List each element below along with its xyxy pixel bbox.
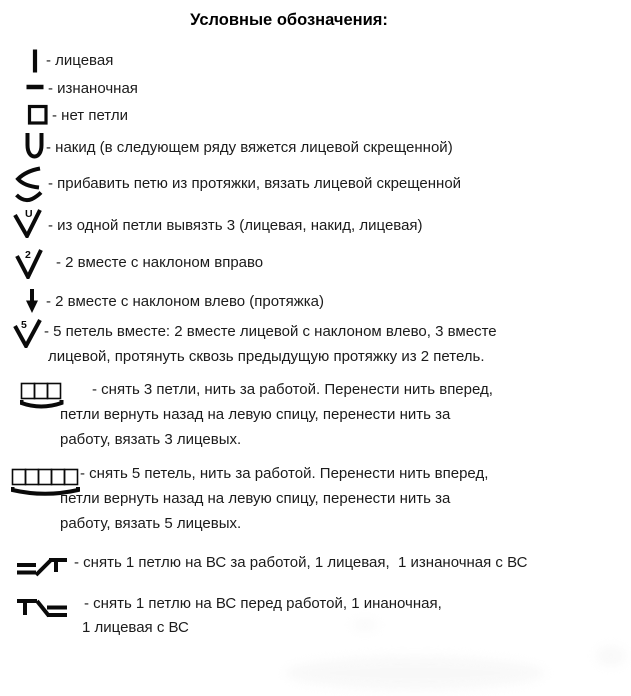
legend-text-cable-back: - снять 1 петлю на ВС за работой, 1 лицевая, 1 изнаночная с ВС [74, 554, 528, 571]
k2tog-right-icon [14, 246, 44, 279]
k5tog-icon [12, 317, 44, 348]
legend-text-slip5-line2: петли вернуть назад на левую спицу, перенести нить за [60, 490, 451, 507]
watermark-smudge [352, 618, 378, 632]
legend-text-yarn-over: - накид (в следующем ряду вяжется лицевой скрещенной) [46, 139, 453, 156]
legend-text-2tog-left: - 2 вместе с наклоном влево (протяжка) [46, 293, 324, 310]
watermark-smudge [596, 646, 626, 666]
legend-text-purl: - изнаночная [48, 80, 138, 97]
legend-text-slip3-line3: работу, вязать 3 лицевых. [60, 431, 242, 448]
legend-text-5tog-line1: - 5 петель вместе: 2 вместе лицевой с наклоном влево, 3 вместе [44, 323, 497, 340]
knit-stitch-icon [31, 48, 39, 74]
superscript-5: 5 [21, 319, 27, 331]
cable-front-icon [15, 597, 69, 623]
yarn-over-icon [24, 132, 45, 159]
k2tog-left-arrow-icon [24, 287, 40, 315]
no-stitch-icon [27, 104, 49, 126]
make-one-icon [14, 166, 44, 206]
legend-text-slip3-line1: - снять 3 петли, нить за работой. Перенести нить вперед, [92, 381, 493, 398]
legend-text-5tog-line2: лицевой, протянуть сквозь предыдущую протяжку из 2 петель. [48, 348, 485, 365]
legend-text-2tog-right: - 2 вместе с наклоном вправо [56, 254, 264, 271]
superscript-2: 2 [25, 249, 31, 261]
legend-text-knit: - лицевая [46, 52, 114, 69]
legend-text-slip5-line1: - снять 5 петель, нить за работой. Перенести нить вперед, [80, 465, 489, 482]
legend-text-cable-front-line1: - снять 1 петлю на ВС перед работой, 1 инаночная, [84, 595, 442, 612]
legend-text-3-from-1: - из одной петли вывязть 3 (лицевая, накид, лицевая) [48, 217, 423, 234]
legend-text-slip5-line3: работу, вязать 5 лицевых. [60, 515, 242, 532]
knit-3-from-1-icon [12, 207, 44, 238]
page-title: Условные обозначения: [190, 11, 388, 29]
legend-text-cable-front-line2: 1 лицевая с ВС [82, 619, 189, 636]
watermark-smudge [285, 656, 545, 690]
legend-text-make-one: - прибавить петю из протяжки, вязать лицевой скрещенной [48, 175, 462, 192]
purl-stitch-icon [25, 82, 45, 92]
superscript-u: U [25, 208, 33, 220]
legend-text-slip3-line2: петли вернуть назад на левую спицу, перенести нить за [60, 406, 451, 423]
cable-back-icon [15, 556, 69, 580]
legend-text-no-stitch: - нет петли [52, 107, 128, 124]
